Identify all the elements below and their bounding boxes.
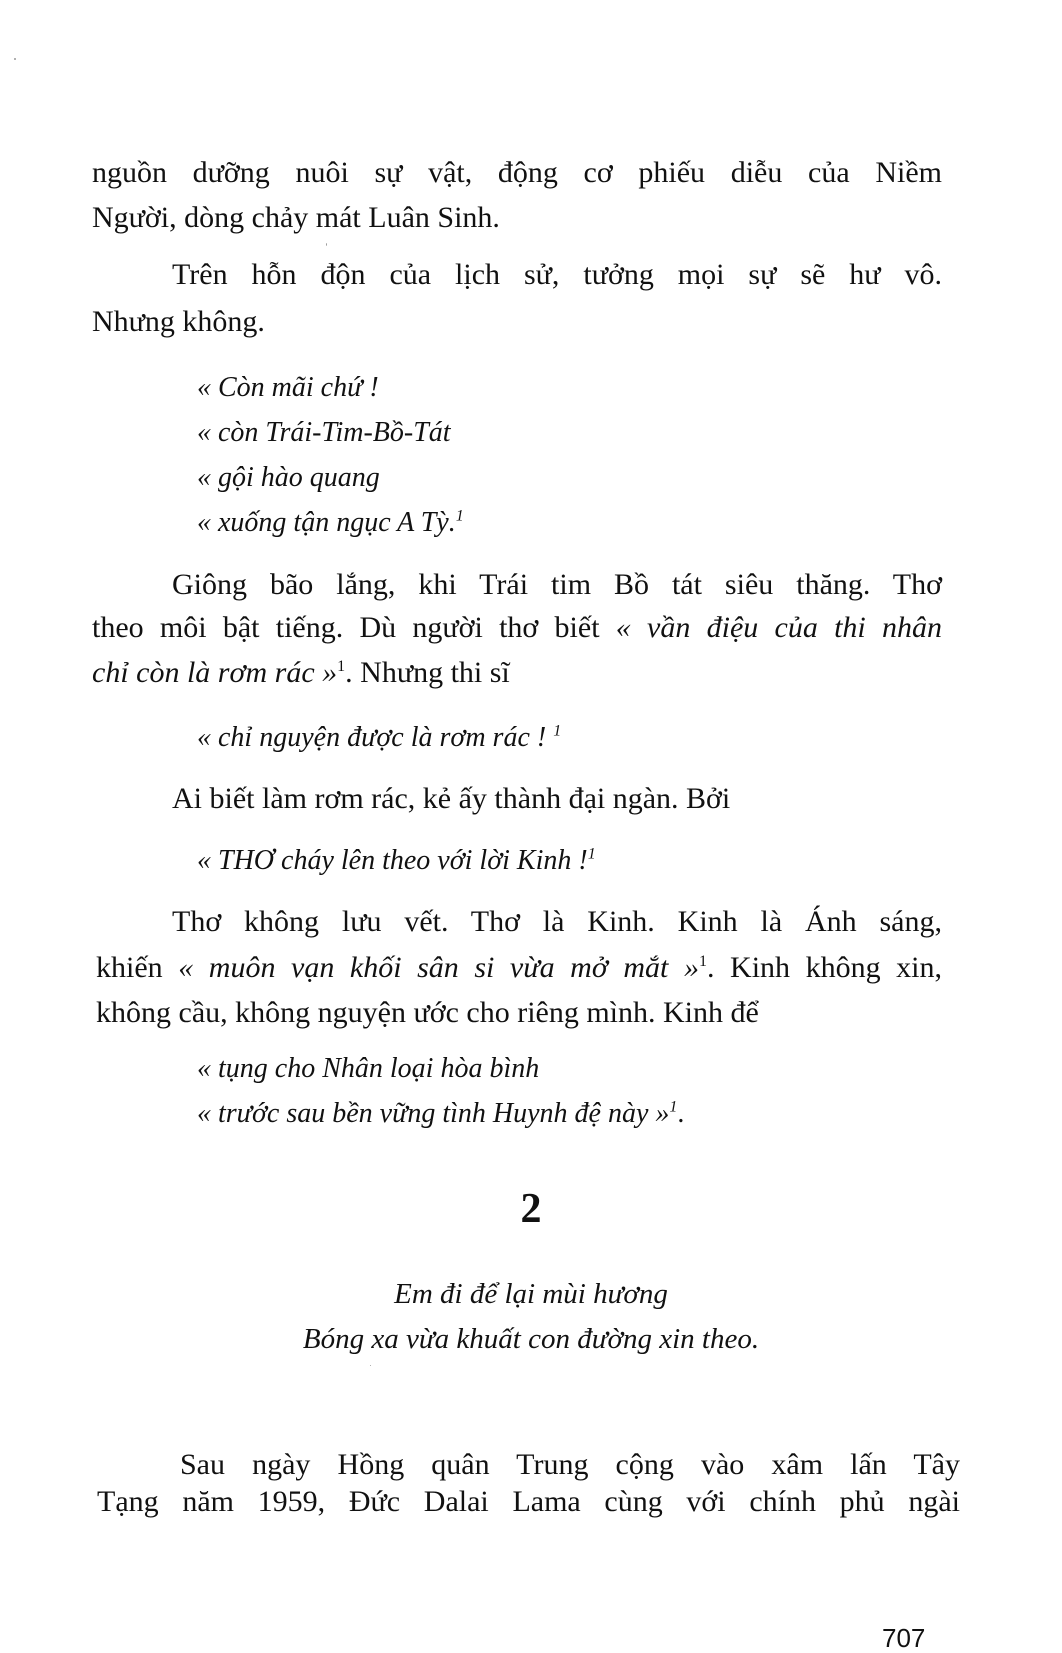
body-text: theo môi bật tiếng. Dù người thơ biết: [92, 611, 616, 644]
verse-line: [197, 724, 561, 752]
epigraph-line: Bóng xa vừa khuất con đường xin theo.: [302, 1323, 760, 1355]
verse-line: « gội hào quang: [197, 462, 380, 493]
scan-speck: [14, 58, 16, 60]
body-line: nguồn dưỡng nuôi sự vật, động cơ phiếu diễu của Niềm: [92, 156, 942, 189]
verse-text: « THƠ cháy lên theo với lời Kinh !: [197, 845, 588, 876]
footnote-marker: 1: [587, 845, 596, 863]
verse-line: [197, 509, 464, 537]
footnote-marker: 1: [698, 953, 707, 970]
verse-text: « chỉ nguyện được là rơm rác !: [197, 722, 554, 753]
verse-text: .: [677, 1098, 685, 1129]
body-line: Ai biết làm rơm rác, kẻ ấy thành đại ngàn. Bởi: [172, 782, 731, 815]
body-line: Thơ không lưu vết. Thơ là Kinh. Kinh là Ánh sáng,: [172, 905, 942, 938]
scan-speck: [326, 243, 327, 246]
body-line: [92, 613, 942, 643]
quote-text: chỉ còn là rơm rác »: [92, 656, 338, 689]
quote-text: « muôn vạn khối sân si vừa mở mắt »: [178, 951, 699, 984]
body-line: [92, 658, 510, 688]
body-line: Nhưng không.: [92, 305, 265, 338]
quote-text: « vần điệu của thi nhân: [615, 611, 943, 644]
body-line: Giông bão lắng, khi Trái tim Bồ tát siêu thăng. Thơ: [172, 568, 942, 601]
footnote-marker: 1: [455, 507, 464, 525]
body-line: Trên hỗn độn của lịch sử, tưởng mọi sự sẽ hư vô.: [172, 258, 942, 291]
verse-line: [197, 1100, 684, 1128]
body-line: không cầu, không nguyện ước cho riêng mình. Kinh để: [96, 996, 759, 1029]
section-number: 2: [520, 1186, 542, 1232]
body-line: Sau ngày Hồng quân Trung cộng vào xâm lấn Tây: [180, 1448, 960, 1481]
verse-line: « còn Trái-Tim-Bồ-Tát: [197, 417, 451, 448]
body-line: Người, dòng chảy mát Luân Sinh.: [92, 201, 500, 234]
body-text: khiến: [96, 951, 179, 984]
scan-speck: [370, 1365, 371, 1366]
footnote-marker: 1: [669, 1098, 678, 1116]
verse-line: « Còn mãi chứ !: [197, 372, 379, 403]
epigraph-line: Em đi để lại mùi hương: [394, 1278, 668, 1310]
body-text: . Nhưng thi sĩ: [345, 656, 510, 689]
verse-text: « xuống tận ngục A Tỳ.: [197, 507, 456, 538]
verse-line: [197, 847, 596, 875]
footnote-marker: 1: [337, 658, 346, 675]
page-number: 707: [882, 1623, 926, 1653]
verse-line: « tụng cho Nhân loại hòa bình: [197, 1053, 540, 1084]
body-text: . Kinh không xin,: [706, 951, 942, 984]
body-line: [96, 953, 942, 983]
verse-text: « trước sau bền vững tình Huynh đệ này »: [197, 1098, 670, 1129]
body-line: Tạng năm 1959, Đức Dalai Lama cùng với chính phủ ngài: [97, 1485, 960, 1518]
footnote-marker: 1: [553, 722, 562, 740]
